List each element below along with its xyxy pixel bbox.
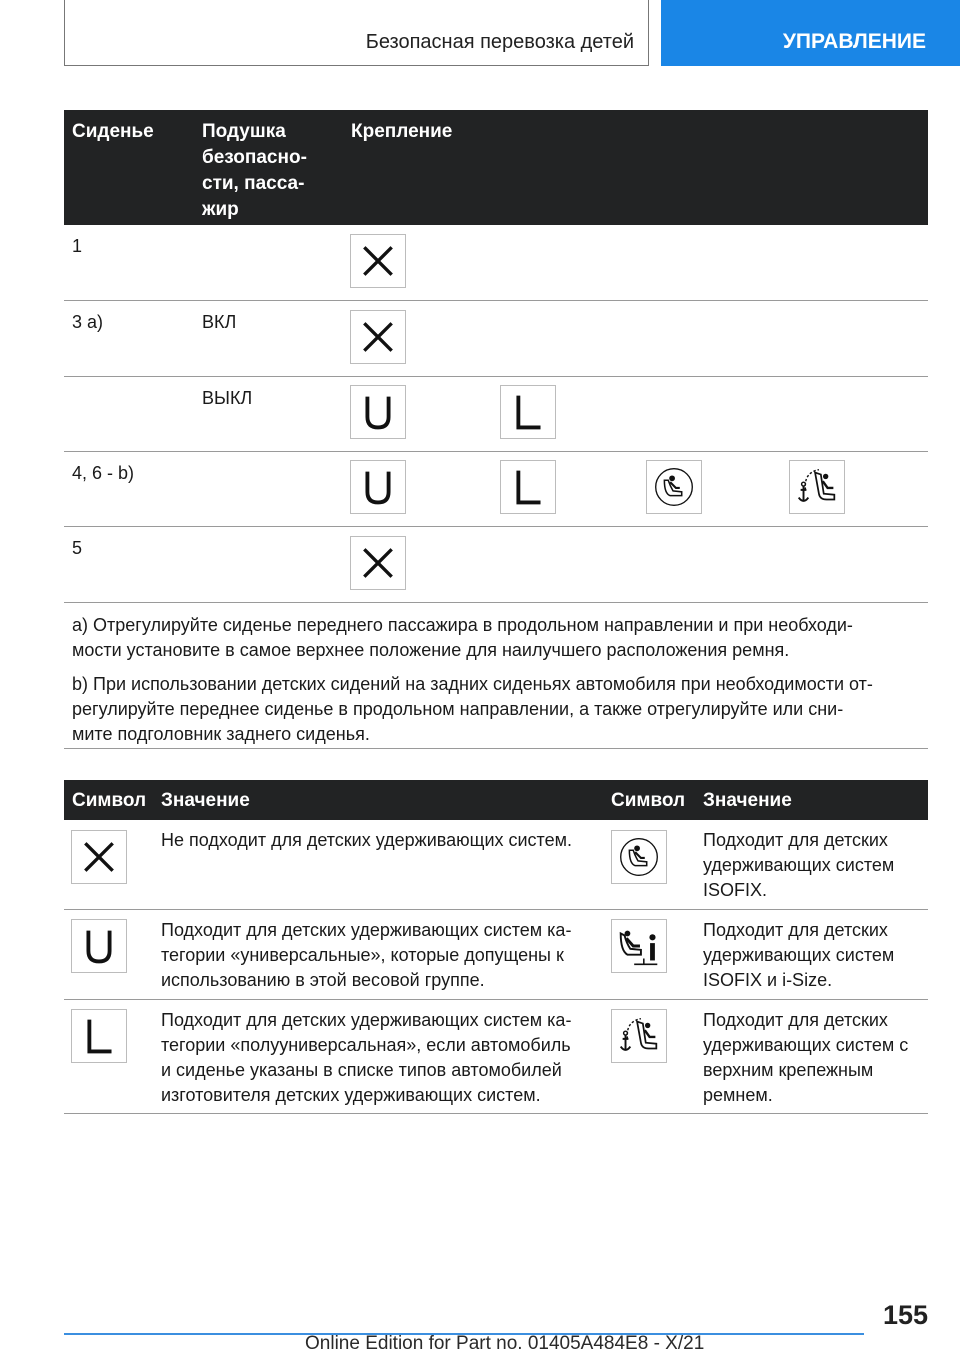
seat-cell: 3 a) <box>72 312 104 332</box>
col-mounting: Крепление <box>351 121 453 142</box>
footnote-a: a) Отрегулируйте сиденье переднего пассажира в продольном направлении и при необходи- мости установите в самое верхнее положение для наилучшего расположения ремня. <box>72 615 853 660</box>
table-row <box>64 1000 928 1114</box>
airbag-cell: ВКЛ <box>202 312 237 332</box>
section-title: Безопасная перевозка детей <box>365 31 634 53</box>
seat-cell: 5 <box>72 538 83 558</box>
table-row <box>64 377 928 452</box>
edition-footer: Online Edition for Part no. 01405A484E8 - X/21 <box>305 1333 705 1354</box>
isize-child-seat-icon <box>611 919 667 973</box>
airbag-cell: ВЫКЛ <box>202 388 253 408</box>
table-row <box>64 452 928 527</box>
seat-cell: 4, 6 - b) <box>72 463 135 483</box>
table-row <box>64 820 928 910</box>
chapter-tab[interactable] <box>661 0 960 66</box>
cross-icon <box>350 310 406 364</box>
meaning-cell: Подходит для детских удерживающих систем ISOFIX и i-Size. <box>703 920 895 990</box>
isofix-top-tether-icon <box>611 1009 667 1063</box>
col-symbol: Символ <box>72 790 147 811</box>
letter-u-icon <box>71 919 127 973</box>
meaning-cell: Подходит для детских удерживающих систем ка- тегории «универсальные», которые допущены к использованию в этой весовой группе. <box>161 920 572 990</box>
meaning-cell: Подходит для детских удерживающих систем с верхним крепежным ремнем. <box>703 1010 909 1105</box>
col-symbol: Символ <box>611 790 686 811</box>
letter-l-icon <box>71 1009 127 1063</box>
footnote-b: b) При использовании детских сидений на задних сиденьях автомобиля при необходимости от- регулируйте переднее сиденье в продольном направлении, а также отрегулируйте или сни- мите подголовник заднего сиденья. <box>72 674 873 744</box>
table-row <box>64 527 928 603</box>
col-meaning: Значение <box>161 790 250 811</box>
letter-u-icon <box>350 460 406 514</box>
divider <box>198 376 928 377</box>
col-airbag: Подушка безопасно- сти, пасса- жир <box>202 121 307 220</box>
isofix-child-seat-icon <box>611 830 667 884</box>
meaning-cell: Подходит для детских удерживающих систем ISOFIX. <box>703 830 895 900</box>
letter-u-icon <box>350 385 406 439</box>
letter-l-icon <box>500 385 556 439</box>
symbol-table-header <box>64 780 928 820</box>
chapter-title: УПРАВЛЕНИЕ <box>782 30 926 53</box>
seat-cell: 1 <box>72 236 83 256</box>
isofix-child-seat-icon <box>646 460 702 514</box>
meaning-cell: Подходит для детских удерживающих систем ка- тегории «полууниверсальная», если автомобиль и сиденье указаны в списке типов автомобилей изготовителя детских удерживающих систем. <box>161 1010 572 1105</box>
page-number: 155 <box>882 1300 928 1330</box>
seat-table-header <box>64 110 928 225</box>
meaning-cell: Не подходит для детских удерживающих систем. <box>161 830 572 850</box>
table-row <box>64 225 928 301</box>
table-footnotes <box>64 603 928 749</box>
table-row <box>64 910 928 1000</box>
cross-icon <box>350 536 406 590</box>
table-row <box>64 301 928 377</box>
letter-l-icon <box>500 460 556 514</box>
section-header <box>64 0 649 66</box>
col-meaning: Значение <box>703 790 792 811</box>
col-seat: Сиденье <box>72 121 154 142</box>
cross-icon <box>71 830 127 884</box>
cross-icon <box>350 234 406 288</box>
isofix-top-tether-icon <box>789 460 845 514</box>
